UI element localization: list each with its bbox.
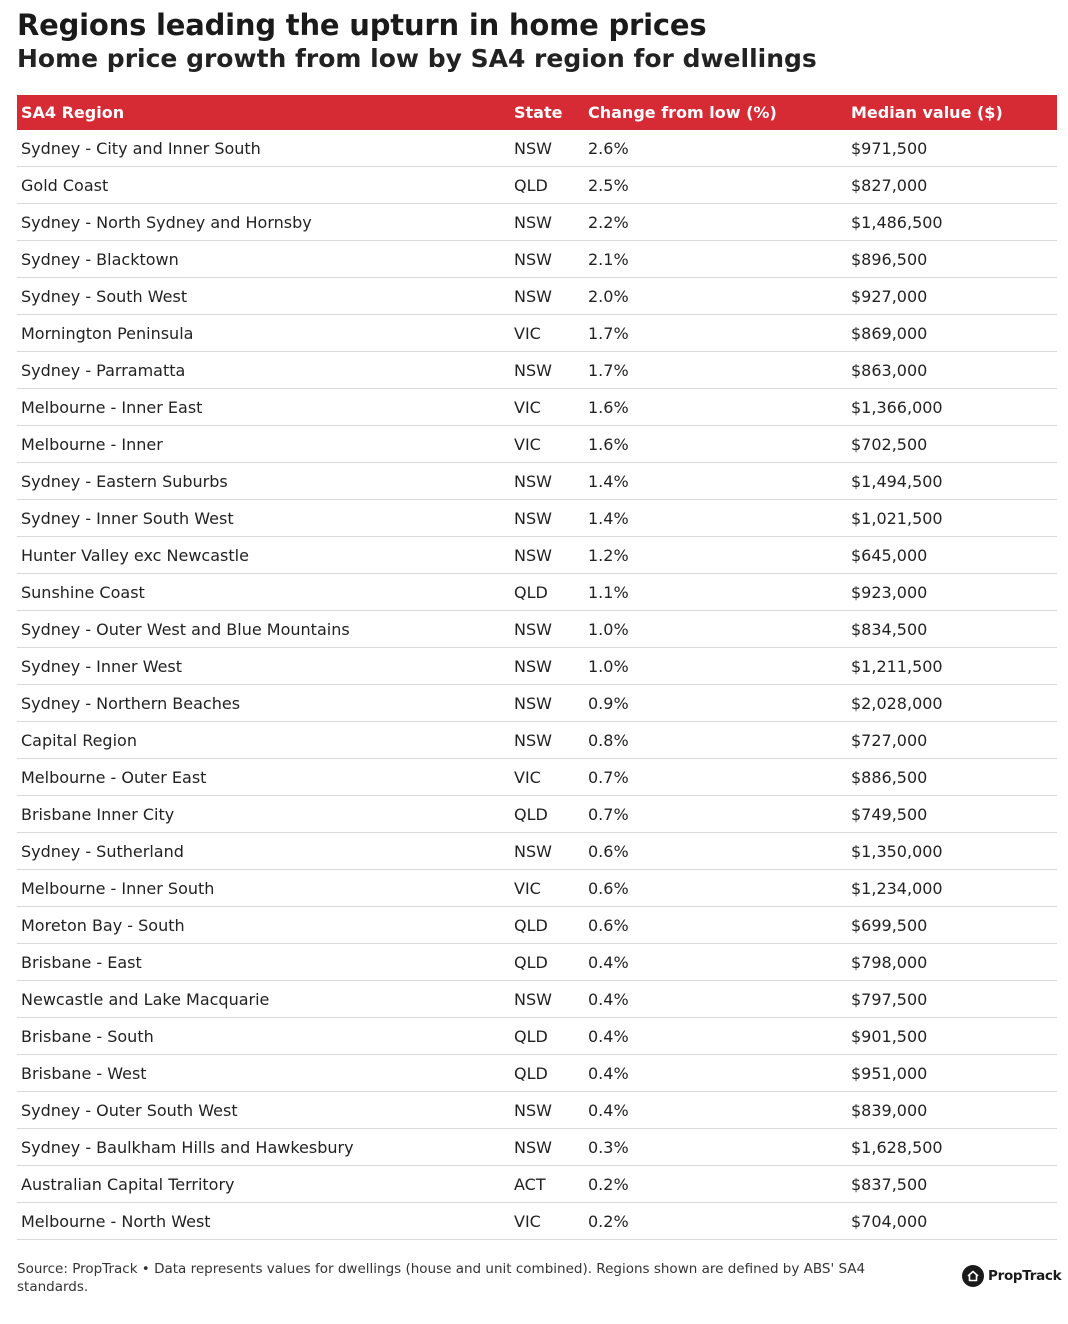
cell-state: ACT (510, 1166, 584, 1203)
cell-state: NSW (510, 722, 584, 759)
cell-region: Melbourne - Inner (17, 426, 510, 463)
cell-change: 1.0% (584, 648, 847, 685)
cell-state: NSW (510, 537, 584, 574)
cell-median-value: $1,366,000 (847, 389, 1057, 426)
cell-state: NSW (510, 352, 584, 389)
cell-state: NSW (510, 241, 584, 278)
cell-median-value: $704,000 (847, 1203, 1057, 1240)
cell-median-value: $1,494,500 (847, 463, 1057, 500)
cell-median-value: $2,028,000 (847, 685, 1057, 722)
cell-change: 1.4% (584, 500, 847, 537)
cell-median-value: $702,500 (847, 426, 1057, 463)
column-header-median-value: Median value ($) (847, 95, 1057, 130)
cell-median-value: $896,500 (847, 241, 1057, 278)
cell-change: 0.6% (584, 907, 847, 944)
cell-change: 1.7% (584, 352, 847, 389)
cell-region: Gold Coast (17, 167, 510, 204)
column-header-state: State (510, 95, 584, 130)
cell-change: 1.1% (584, 574, 847, 611)
cell-state: QLD (510, 167, 584, 204)
table-body (17, 130, 1057, 1240)
table-row (17, 241, 1057, 278)
cell-region: Melbourne - North West (17, 1203, 510, 1240)
cell-state: VIC (510, 315, 584, 352)
cell-region: Sydney - Blacktown (17, 241, 510, 278)
table-row (17, 1055, 1057, 1092)
cell-region: Sydney - Northern Beaches (17, 685, 510, 722)
cell-median-value: $699,500 (847, 907, 1057, 944)
cell-region: Capital Region (17, 722, 510, 759)
table-header-row (17, 95, 1057, 130)
cell-change: 0.4% (584, 1055, 847, 1092)
cell-change: 0.4% (584, 981, 847, 1018)
cell-change: 2.2% (584, 204, 847, 241)
table-row (17, 130, 1057, 167)
table-row (17, 1092, 1057, 1129)
cell-state: NSW (510, 1092, 584, 1129)
table-row (17, 463, 1057, 500)
cell-region: Sydney - South West (17, 278, 510, 315)
cell-state: QLD (510, 1018, 584, 1055)
cell-state: NSW (510, 204, 584, 241)
cell-region: Hunter Valley exc Newcastle (17, 537, 510, 574)
table-row (17, 389, 1057, 426)
cell-change: 0.7% (584, 796, 847, 833)
cell-median-value: $1,628,500 (847, 1129, 1057, 1166)
cell-change: 0.6% (584, 870, 847, 907)
cell-change: 1.0% (584, 611, 847, 648)
cell-change: 1.6% (584, 426, 847, 463)
cell-state: NSW (510, 278, 584, 315)
table-row (17, 981, 1057, 1018)
cell-state: QLD (510, 907, 584, 944)
cell-region: Mornington Peninsula (17, 315, 510, 352)
table-row (17, 611, 1057, 648)
cell-median-value: $797,500 (847, 981, 1057, 1018)
cell-median-value: $798,000 (847, 944, 1057, 981)
cell-median-value: $923,000 (847, 574, 1057, 611)
cell-region: Newcastle and Lake Macquarie (17, 981, 510, 1018)
cell-change: 0.7% (584, 759, 847, 796)
cell-region: Sydney - City and Inner South (17, 130, 510, 167)
cell-median-value: $869,000 (847, 315, 1057, 352)
cell-region: Sydney - Sutherland (17, 833, 510, 870)
cell-region: Sydney - North Sydney and Hornsby (17, 204, 510, 241)
cell-change: 0.2% (584, 1166, 847, 1203)
cell-state: VIC (510, 1203, 584, 1240)
cell-state: NSW (510, 685, 584, 722)
table-row (17, 796, 1057, 833)
table-row (17, 685, 1057, 722)
cell-change: 2.0% (584, 278, 847, 315)
table-row (17, 167, 1057, 204)
cell-median-value: $827,000 (847, 167, 1057, 204)
proptrack-logo (962, 1265, 1061, 1287)
cell-change: 2.5% (584, 167, 847, 204)
data-table (17, 95, 1057, 1240)
cell-state: QLD (510, 574, 584, 611)
cell-median-value: $971,500 (847, 130, 1057, 167)
table-row (17, 500, 1057, 537)
cell-change: 0.6% (584, 833, 847, 870)
cell-region: Brisbane - South (17, 1018, 510, 1055)
cell-region: Sydney - Baulkham Hills and Hawkesbury (17, 1129, 510, 1166)
cell-change: 0.4% (584, 1092, 847, 1129)
table-row (17, 1018, 1057, 1055)
cell-state: NSW (510, 611, 584, 648)
cell-median-value: $1,350,000 (847, 833, 1057, 870)
cell-region: Brisbane Inner City (17, 796, 510, 833)
chart-subtitle: Home price growth from low by SA4 region for dwellings (17, 44, 817, 73)
cell-region: Sydney - Inner West (17, 648, 510, 685)
cell-state: VIC (510, 870, 584, 907)
cell-state: NSW (510, 833, 584, 870)
table-row (17, 907, 1057, 944)
cell-median-value: $749,500 (847, 796, 1057, 833)
table-row (17, 537, 1057, 574)
cell-state: QLD (510, 1055, 584, 1092)
cell-region: Sydney - Outer South West (17, 1092, 510, 1129)
cell-median-value: $834,500 (847, 611, 1057, 648)
cell-median-value: $839,000 (847, 1092, 1057, 1129)
cell-median-value: $886,500 (847, 759, 1057, 796)
table-row (17, 759, 1057, 796)
table-row (17, 870, 1057, 907)
table-row (17, 648, 1057, 685)
logo-text: PropTrack (988, 1268, 1062, 1284)
cell-median-value: $863,000 (847, 352, 1057, 389)
table-row (17, 352, 1057, 389)
cell-region: Sydney - Outer West and Blue Mountains (17, 611, 510, 648)
cell-state: NSW (510, 981, 584, 1018)
cell-median-value: $727,000 (847, 722, 1057, 759)
cell-state: QLD (510, 796, 584, 833)
cell-median-value: $645,000 (847, 537, 1057, 574)
cell-region: Sydney - Eastern Suburbs (17, 463, 510, 500)
cell-state: VIC (510, 759, 584, 796)
cell-region: Moreton Bay - South (17, 907, 510, 944)
cell-region: Sunshine Coast (17, 574, 510, 611)
cell-state: NSW (510, 1129, 584, 1166)
cell-region: Brisbane - West (17, 1055, 510, 1092)
table-row (17, 574, 1057, 611)
cell-state: NSW (510, 648, 584, 685)
cell-change: 0.9% (584, 685, 847, 722)
cell-median-value: $837,500 (847, 1166, 1057, 1203)
table-row (17, 315, 1057, 352)
chart-title: Regions leading the upturn in home prices (17, 8, 707, 42)
table-row (17, 1129, 1057, 1166)
source-note: Source: PropTrack • Data represents values for dwellings (house and unit combined). Regions shown are defined by ABS' SA4 standards. (17, 1261, 866, 1295)
cell-median-value: $1,234,000 (847, 870, 1057, 907)
cell-change: 1.6% (584, 389, 847, 426)
cell-region: Sydney - Parramatta (17, 352, 510, 389)
cell-region: Brisbane - East (17, 944, 510, 981)
cell-change: 1.2% (584, 537, 847, 574)
cell-change: 0.4% (584, 944, 847, 981)
cell-change: 2.6% (584, 130, 847, 167)
cell-state: NSW (510, 130, 584, 167)
cell-median-value: $1,486,500 (847, 204, 1057, 241)
cell-region: Melbourne - Outer East (17, 759, 510, 796)
cell-median-value: $927,000 (847, 278, 1057, 315)
house-icon (962, 1265, 984, 1287)
table-row (17, 426, 1057, 463)
cell-change: 1.4% (584, 463, 847, 500)
table-row (17, 1166, 1057, 1203)
cell-change: 0.8% (584, 722, 847, 759)
table-row (17, 833, 1057, 870)
cell-region: Australian Capital Territory (17, 1166, 510, 1203)
cell-change: 1.7% (584, 315, 847, 352)
table-row (17, 944, 1057, 981)
cell-state: VIC (510, 426, 584, 463)
cell-change: 0.2% (584, 1203, 847, 1240)
table-row (17, 722, 1057, 759)
cell-change: 0.3% (584, 1129, 847, 1166)
cell-region: Melbourne - Inner East (17, 389, 510, 426)
cell-state: VIC (510, 389, 584, 426)
cell-median-value: $1,021,500 (847, 500, 1057, 537)
cell-state: QLD (510, 944, 584, 981)
cell-state: NSW (510, 500, 584, 537)
cell-change: 2.1% (584, 241, 847, 278)
cell-state: NSW (510, 463, 584, 500)
cell-change: 0.4% (584, 1018, 847, 1055)
table-row (17, 204, 1057, 241)
cell-region: Sydney - Inner South West (17, 500, 510, 537)
cell-median-value: $901,500 (847, 1018, 1057, 1055)
column-header-change: Change from low (%) (584, 95, 847, 130)
table-row (17, 278, 1057, 315)
cell-region: Melbourne - Inner South (17, 870, 510, 907)
cell-median-value: $1,211,500 (847, 648, 1057, 685)
column-header-region: SA4 Region (17, 95, 510, 130)
cell-median-value: $951,000 (847, 1055, 1057, 1092)
table-row (17, 1203, 1057, 1240)
